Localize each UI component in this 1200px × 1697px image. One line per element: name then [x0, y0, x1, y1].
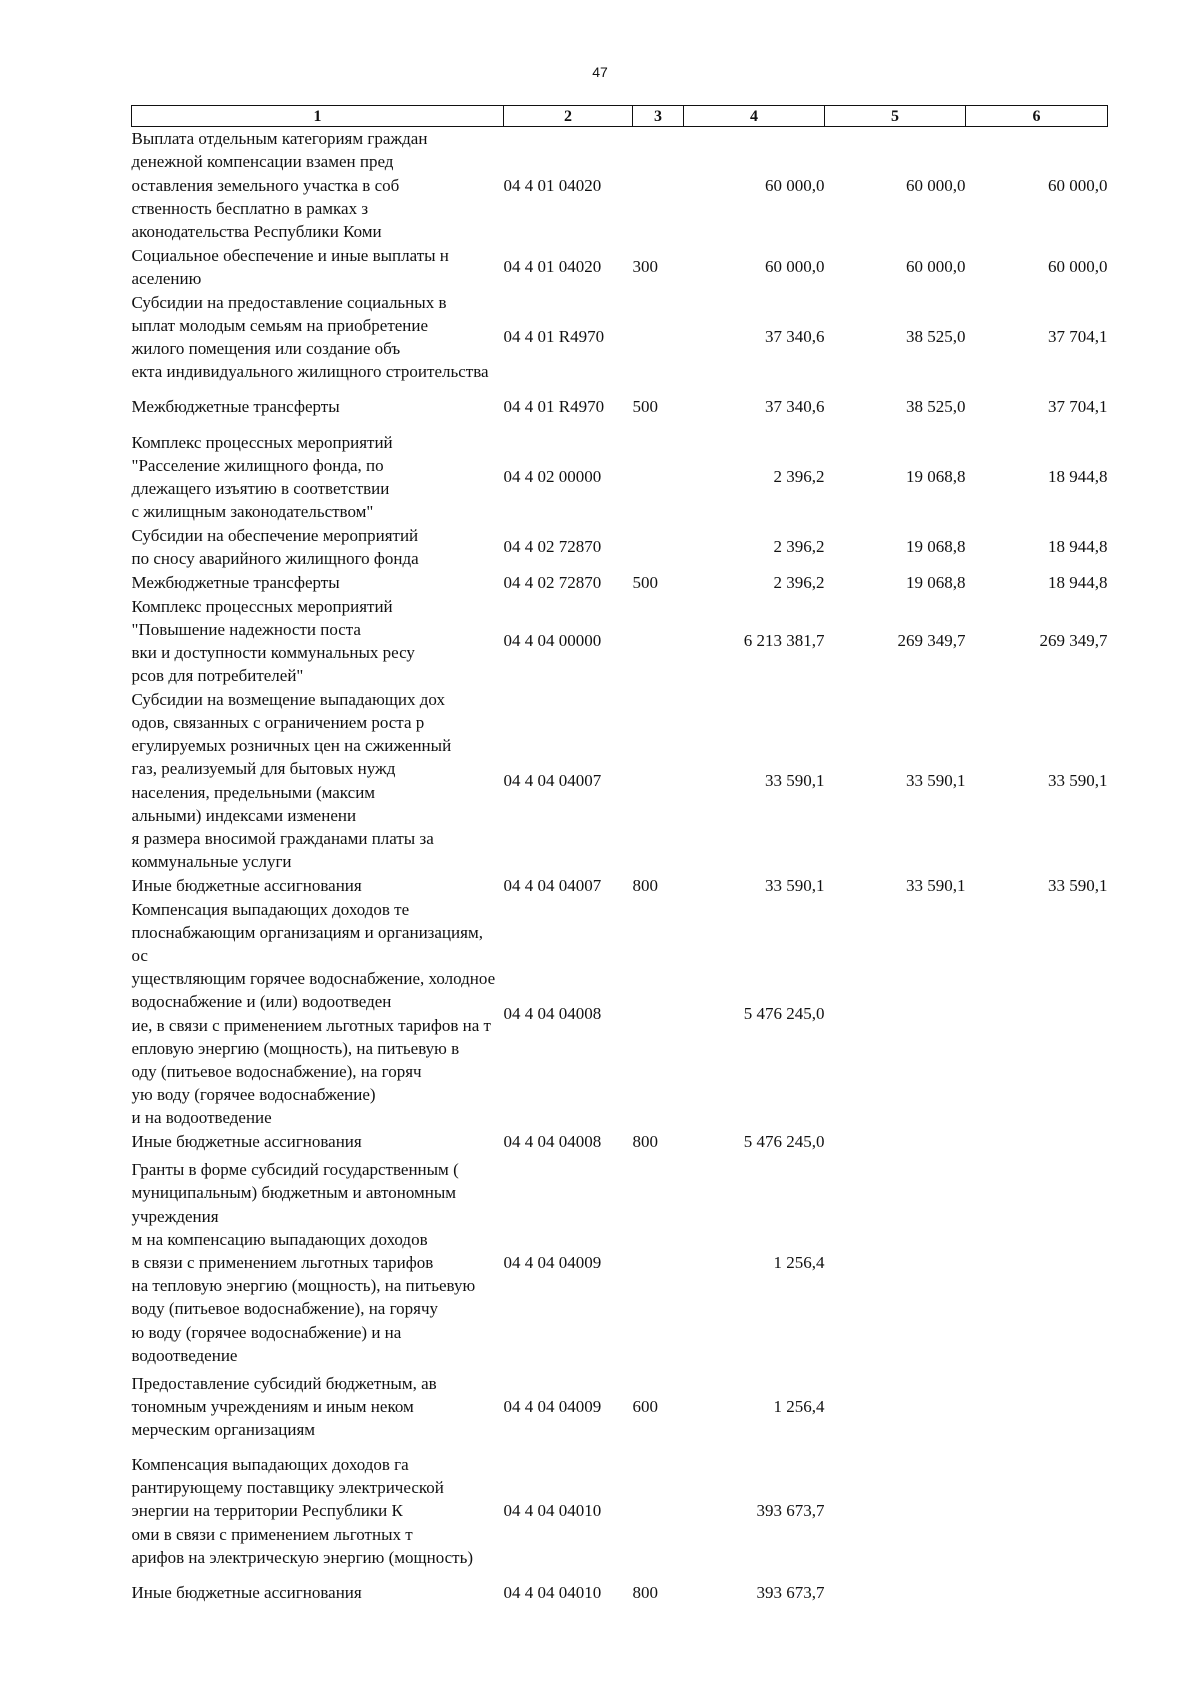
table-row: [132, 874, 1108, 898]
table-row: [132, 384, 1108, 431]
row-value-col4: 37 340,6: [765, 397, 825, 417]
column-header-1: 1: [132, 106, 504, 127]
row-value-col5: 33 590,1: [906, 875, 966, 895]
row-value-col4: 33 590,1: [765, 875, 825, 895]
row-value-col4: 6 213 381,7: [743, 631, 825, 651]
row-expense-type: [633, 127, 684, 244]
row-value-col4: 2 396,2: [773, 572, 825, 592]
row-code: 04 4 04 04008: [503, 1003, 602, 1023]
row-name: Гранты в форме субсидий государственным ( муниципальным) бюджетным и автономным учреждения м на компенсацию выпадающих доходов в связи с применением льготных тарифов на тепловую энергию (мощность), на питьевую воду (питьевое водоснабжение), на горячу ю воду (горячее водоснабжение) и на водоотведение: [131, 1160, 476, 1365]
row-expense-type: 800: [632, 1582, 658, 1602]
row-code: 04 4 04 04009: [503, 1252, 602, 1272]
row-value-col4: 393 673,7: [756, 1582, 825, 1602]
row-value-col6: 33 590,1: [1048, 875, 1108, 895]
table-row: [132, 127, 1108, 244]
row-code: 04 4 01 R4970: [503, 397, 605, 417]
row-value-col6: 18 944,8: [1048, 572, 1108, 592]
row-value-col4: 37 340,6: [765, 327, 825, 347]
column-header-5: 5: [825, 106, 966, 127]
row-value-col4: 2 396,2: [773, 467, 825, 487]
row-value-col5: 38 525,0: [906, 327, 966, 347]
row-value-col6: [966, 1372, 1108, 1442]
row-code: 04 4 01 04020: [503, 175, 602, 195]
row-value-col6: 33 590,1: [1048, 770, 1108, 790]
row-value-col4: 33 590,1: [765, 770, 825, 790]
row-value-col5: [825, 1372, 966, 1442]
row-code: 04 4 04 04008: [503, 1131, 602, 1151]
table-row: [132, 898, 1108, 1130]
row-expense-type: 600: [632, 1396, 658, 1416]
column-header-row: [132, 106, 1108, 127]
row-value-col6: [966, 898, 1108, 1130]
row-value-col5: [825, 1581, 966, 1605]
row-name: Субсидии на предоставление социальных в ыплат молодым семьям на приобретение жилого помещения или создание объ екта индивидуального жилищного строительства: [131, 292, 489, 382]
table-row: [132, 1130, 1108, 1154]
row-name: Социальное обеспечение и иные выплаты н аселению: [131, 245, 449, 288]
table-row: [132, 291, 1108, 384]
row-name: Комплекс процессных мероприятий "Повышение надежности поста вки и доступности коммунальных ресу рсов для потребителей": [131, 596, 415, 686]
row-value-col6: [966, 1581, 1108, 1605]
table-row: [132, 595, 1108, 688]
row-value-col4: 60 000,0: [765, 257, 825, 277]
row-value-col4: 5 476 245,0: [743, 1131, 825, 1151]
row-name: Межбюджетные трансферты: [131, 572, 340, 592]
row-value-col5: 33 590,1: [906, 770, 966, 790]
row-expense-type: [633, 898, 684, 1130]
row-expense-type: [633, 595, 684, 688]
row-value-col5: 19 068,8: [906, 467, 966, 487]
row-name: Предоставление субсидий бюджетным, ав тономным учреждениям и иным неком мерческим организациям: [131, 1373, 437, 1440]
row-code: 04 4 04 04007: [503, 875, 602, 895]
row-expense-type: [633, 431, 684, 524]
row-value-col4: 5 476 245,0: [743, 1003, 825, 1023]
table-row: [132, 1581, 1108, 1605]
row-expense-type: 500: [632, 397, 658, 417]
row-value-col6: 37 704,1: [1048, 327, 1108, 347]
row-value-col6: 37 704,1: [1048, 397, 1108, 417]
row-value-col5: 19 068,8: [906, 537, 966, 557]
table-row: [132, 571, 1108, 595]
row-name: Компенсация выпадающих доходов те плоснабжающим организациям и организациям, ос уществляющим горячее водоснабжение, холодное водоснабжение и (или) водоотведен ие, в связи с применением льготных тарифов на т епловую энергию (мощность), на питьевую в оду (питьевое водоснабжение), на горяч ую воду (горячее водоснабжение) и на водоотведение: [131, 899, 496, 1128]
row-expense-type: [633, 688, 684, 874]
page-number: 47: [592, 64, 608, 80]
row-code: 04 4 01 R4970: [503, 327, 605, 347]
row-value-col5: [825, 1130, 966, 1154]
row-code: 04 4 04 04010: [503, 1501, 602, 1521]
column-header-3: 3: [633, 106, 684, 127]
row-name: Иные бюджетные ассигнования: [131, 1131, 362, 1151]
row-expense-type: 300: [632, 257, 658, 277]
row-value-col6: 18 944,8: [1048, 467, 1108, 487]
column-header-6: 6: [966, 106, 1108, 127]
row-code: 04 4 04 00000: [503, 631, 602, 651]
row-name: Субсидии на возмещение выпадающих дох одов, связанных с ограничением роста р егулируемых розничных цен на сжиженный газ, реализуемый для бытовых нужд населения, предельными (максим альными) индексами изменени я размера вносимой гражданами платы за коммунальные услуги: [131, 689, 452, 872]
column-header-4: 4: [684, 106, 825, 127]
row-code: 04 4 04 04007: [503, 770, 602, 790]
row-expense-type: [633, 1442, 684, 1581]
table-row: [132, 524, 1108, 571]
row-name: Межбюджетные трансферты: [131, 397, 340, 417]
row-value-col6: 269 349,7: [1039, 631, 1108, 651]
row-value-col5: 269 349,7: [897, 631, 966, 651]
row-name: Иные бюджетные ассигнования: [131, 1582, 362, 1602]
row-value-col5: [825, 898, 966, 1130]
table-row: [132, 1372, 1108, 1442]
row-value-col5: 19 068,8: [906, 572, 966, 592]
row-name: Выплата отдельным категориям граждан денежной компенсации взамен пред оставления земельного участка в соб ственность бесплатно в рамках з аконодательства Республики Коми: [131, 129, 428, 242]
row-value-col4: 1 256,4: [773, 1396, 825, 1416]
row-value-col6: 60 000,0: [1048, 257, 1108, 277]
row-expense-type: 500: [632, 572, 658, 592]
table-row: [132, 1154, 1108, 1372]
row-code: 04 4 02 72870: [503, 537, 602, 557]
row-code: 04 4 04 04010: [503, 1582, 602, 1602]
row-code: 04 4 04 04009: [503, 1396, 602, 1416]
row-value-col6: 60 000,0: [1048, 175, 1108, 195]
row-name: Комплекс процессных мероприятий "Расселение жилищного фонда, по длежащего изъятию в соответствии с жилищным законодательством": [131, 432, 393, 522]
row-value-col5: [825, 1442, 966, 1581]
row-value-col5: 60 000,0: [906, 175, 966, 195]
table-row: [132, 431, 1108, 524]
row-code: 04 4 02 00000: [503, 467, 602, 487]
column-header-2: 2: [504, 106, 633, 127]
row-expense-type: 800: [632, 1131, 658, 1151]
row-code: 04 4 02 72870: [503, 572, 602, 592]
row-expense-type: 800: [632, 875, 658, 895]
row-value-col5: 60 000,0: [906, 257, 966, 277]
row-expense-type: [633, 291, 684, 384]
row-expense-type: [633, 524, 684, 571]
row-name: Компенсация выпадающих доходов га рантирующему поставщику электрической энергии на территории Республики К оми в связи с применением льготных т арифов на электрическую энергию (мощность): [131, 1455, 474, 1567]
row-value-col4: 1 256,4: [773, 1252, 825, 1272]
table-row: [132, 1442, 1108, 1581]
row-value-col4: 2 396,2: [773, 537, 825, 557]
row-value-col4: 393 673,7: [756, 1501, 825, 1521]
row-value-col4: 60 000,0: [765, 175, 825, 195]
row-value-col6: [966, 1154, 1108, 1372]
budget-table: [131, 105, 1108, 1605]
row-value-col5: 38 525,0: [906, 397, 966, 417]
table-row: [132, 688, 1108, 874]
row-code: 04 4 01 04020: [503, 257, 602, 277]
table-row: [132, 244, 1108, 291]
row-value-col5: [825, 1154, 966, 1372]
row-value-col6: 18 944,8: [1048, 537, 1108, 557]
row-name: Иные бюджетные ассигнования: [131, 875, 362, 895]
row-value-col6: [966, 1130, 1108, 1154]
row-name: Субсидии на обеспечение мероприятий по сносу аварийного жилищного фонда: [131, 525, 419, 568]
row-value-col6: [966, 1442, 1108, 1581]
row-expense-type: [633, 1154, 684, 1372]
